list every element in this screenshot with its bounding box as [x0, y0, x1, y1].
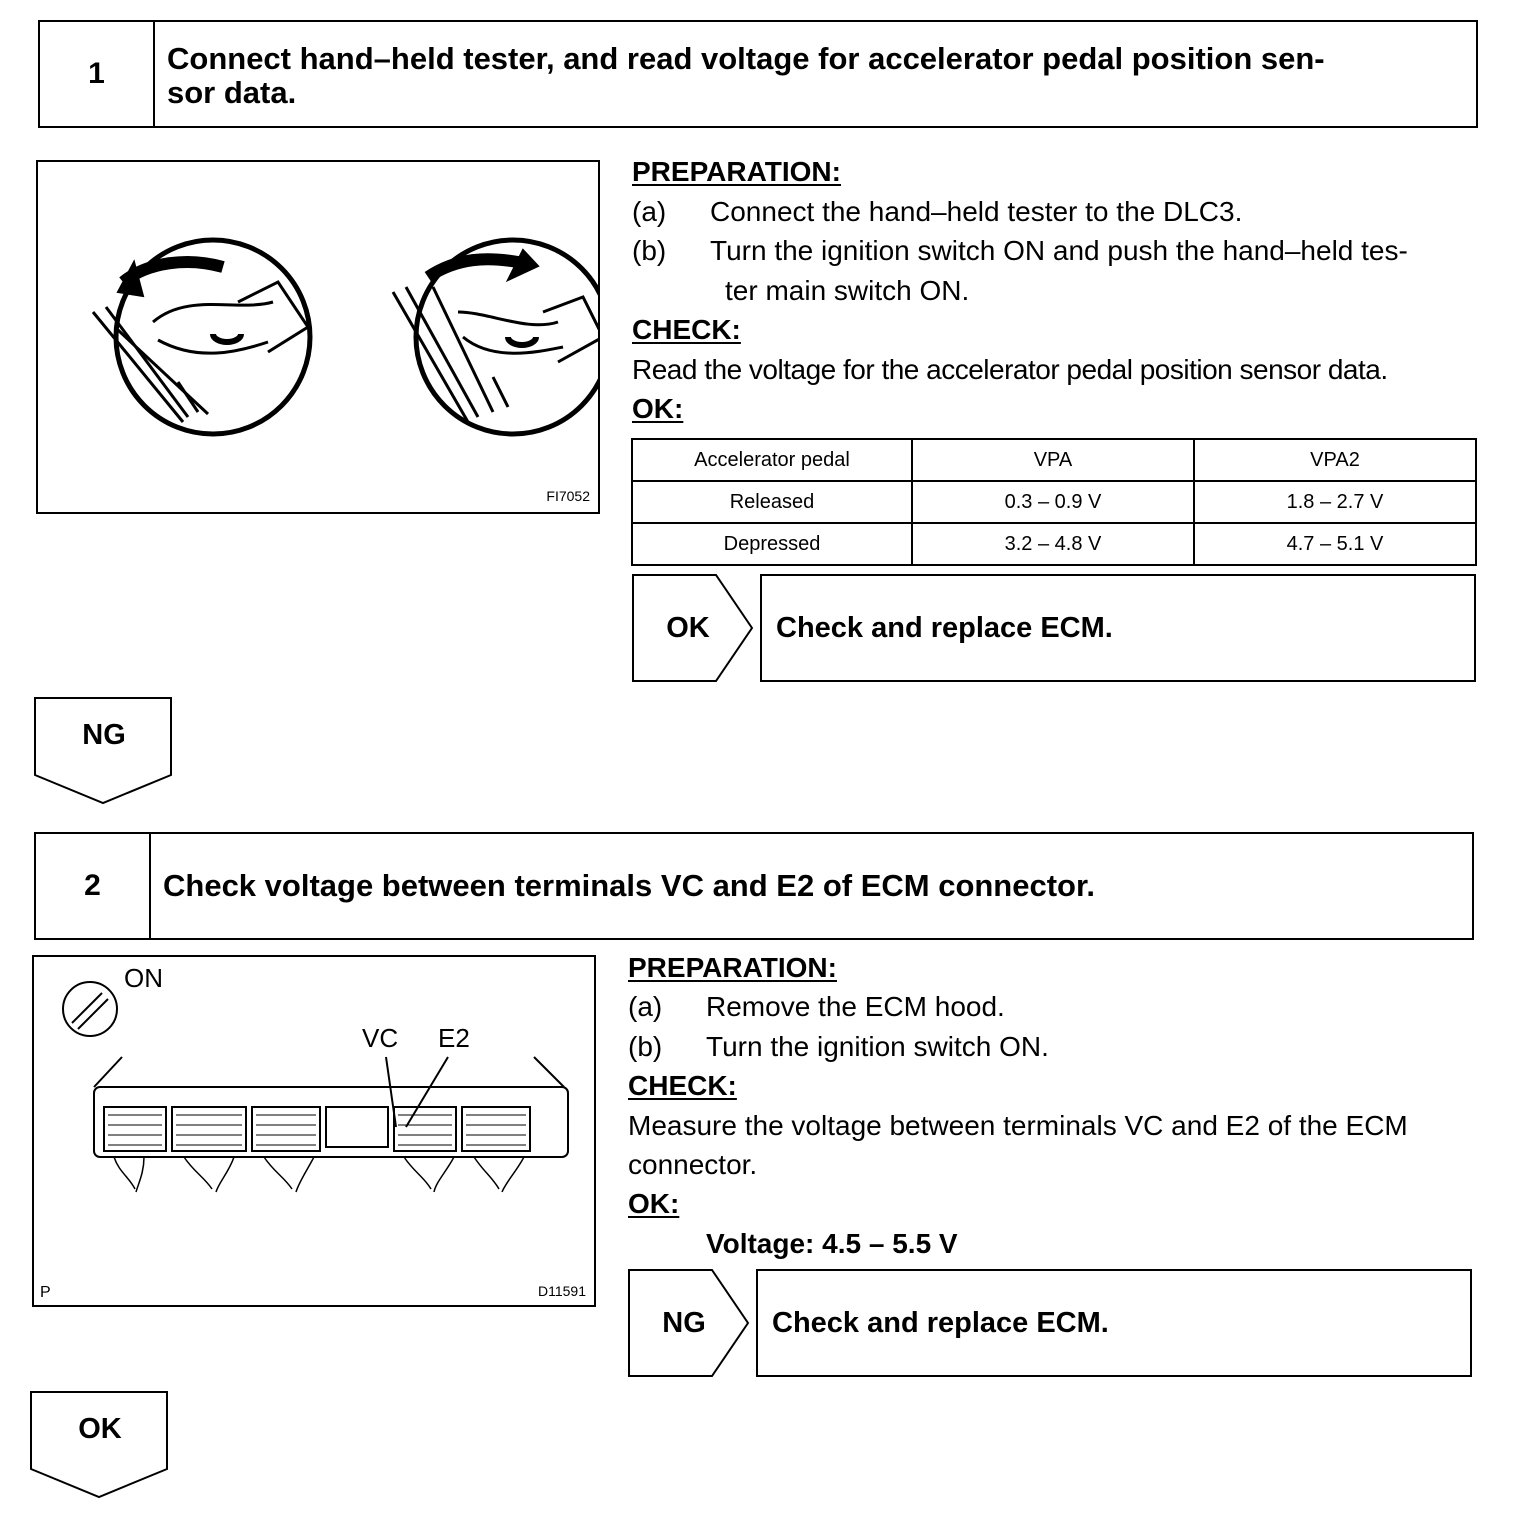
prep-item-b	[628, 1031, 1049, 1063]
prep-item-label: (a)	[628, 991, 663, 1022]
step-2-ok-label: OK	[78, 1413, 122, 1445]
pedal-drawing	[38, 162, 598, 512]
figure-code: D11591	[537, 1283, 586, 1299]
prep-item-label: (b)	[632, 235, 667, 266]
ecm-connector-illustration	[32, 955, 596, 1307]
table-cell: 4.7 – 5.1 V	[1194, 523, 1476, 565]
voltage-spec-table	[631, 438, 1477, 566]
ecm-drawing	[34, 957, 594, 1305]
ok-heading: OK:	[632, 393, 684, 424]
table-header: VPA	[912, 439, 1194, 481]
pedal-released-icon	[93, 240, 310, 434]
prep-item-label: (a)	[632, 196, 667, 227]
ecm-connector-icon	[94, 1057, 568, 1192]
step-1-ok-tag	[632, 574, 754, 682]
prep-item-text: Remove the ECM hood.	[706, 991, 1005, 1022]
step-1-title-line1: Connect hand–held tester, and read voltage for accelerator pedal position sen-	[167, 41, 1325, 76]
prep-item-text: Turn the ignition switch ON.	[706, 1031, 1049, 1062]
prep-item-text: Turn the ignition switch ON and push the hand–held tes-	[710, 235, 1408, 266]
step-1-header	[38, 20, 1478, 128]
check-heading: CHECK:	[632, 314, 741, 345]
ignition-on-label: ON	[124, 963, 163, 993]
table-cell: Released	[632, 481, 912, 523]
pedal-depressed-icon	[393, 240, 598, 434]
table-cell: 3.2 – 4.8 V	[912, 523, 1194, 565]
step-2-ng-tag	[628, 1269, 750, 1377]
prep-item-label: (b)	[628, 1031, 663, 1062]
step-1-title-line2: sor data.	[167, 75, 297, 110]
figure-p-label: P	[40, 1284, 51, 1301]
step-2-header	[34, 832, 1474, 940]
ok-heading: OK:	[628, 1188, 680, 1219]
step-1-title	[167, 42, 1436, 110]
step-1-ok-label: OK	[666, 611, 710, 644]
terminal-e2-label: E2	[438, 1023, 470, 1053]
table-header: VPA2	[1194, 439, 1476, 481]
check-text-line2: connector.	[628, 1149, 758, 1180]
table-row	[632, 481, 1476, 523]
step-1-number: 1	[40, 22, 155, 126]
prep-item-b-continued: ter main switch ON.	[725, 275, 970, 306]
preparation-heading: PREPARATION:	[628, 952, 837, 983]
step-2-number: 2	[36, 834, 151, 938]
table-cell: 0.3 – 0.9 V	[912, 481, 1194, 523]
table-row	[632, 523, 1476, 565]
check-text-line1: Measure the voltage between terminals VC and E2 of the ECM	[628, 1110, 1408, 1141]
table-cell: Depressed	[632, 523, 912, 565]
table-header-row	[632, 439, 1476, 481]
step-2-ok-tag	[30, 1391, 170, 1499]
step-2-ng-result: Check and replace ECM.	[756, 1269, 1472, 1377]
prep-item-b	[632, 235, 1408, 267]
pedal-illustration	[36, 160, 600, 514]
check-text: Read the voltage for the accelerator pedal position sensor data.	[632, 354, 1388, 385]
table-header: Accelerator pedal	[632, 439, 912, 481]
prep-item-a	[628, 991, 1005, 1023]
ignition-key-icon	[63, 982, 117, 1036]
terminal-vc-label: VC	[362, 1023, 399, 1053]
step-1-ng-label: NG	[82, 719, 126, 751]
preparation-heading: PREPARATION:	[632, 156, 841, 187]
step-2-title: Check voltage between terminals VC and E2 of ECM connector.	[163, 868, 1095, 903]
prep-item-text: Connect the hand–held tester to the DLC3.	[710, 196, 1243, 227]
step-1-ok-result: Check and replace ECM.	[760, 574, 1476, 682]
step-1-ng-tag	[34, 697, 174, 805]
step-2-ng-label: NG	[662, 1306, 706, 1339]
figure-code: FI7052	[546, 488, 590, 504]
voltage-spec: Voltage: 4.5 – 5.5 V	[706, 1228, 958, 1259]
table-cell: 1.8 – 2.7 V	[1194, 481, 1476, 523]
check-heading: CHECK:	[628, 1070, 737, 1101]
prep-item-a	[632, 196, 1242, 228]
